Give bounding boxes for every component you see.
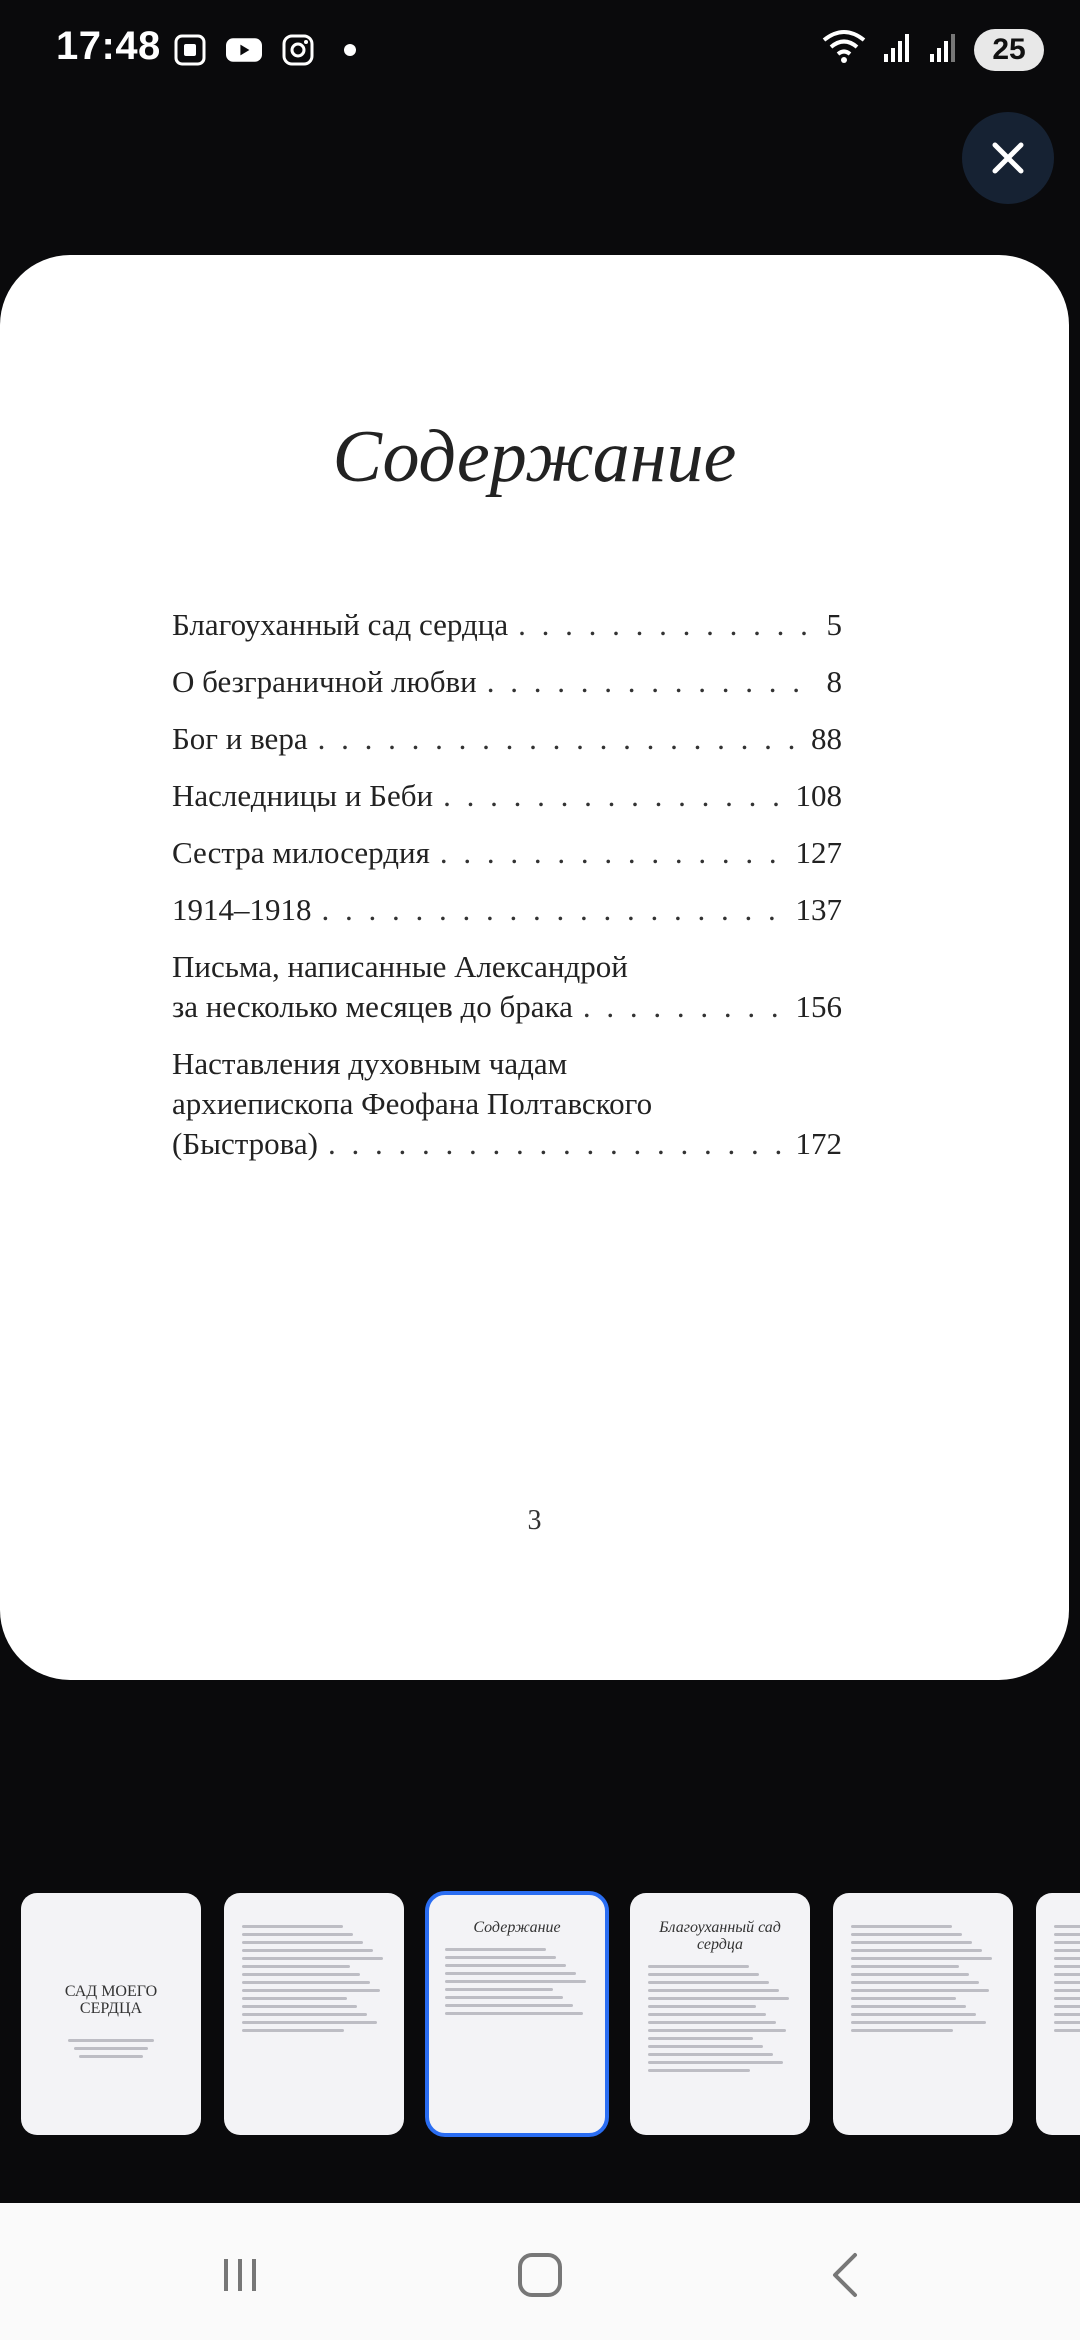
page-thumbnail[interactable]: [630, 1893, 810, 2135]
thumbnail-text-lines: [1054, 1925, 1080, 2032]
back-button[interactable]: [805, 2235, 885, 2315]
status-time: 17:48: [56, 24, 161, 68]
toc-entry: [172, 776, 842, 816]
toc-entry-title: Наследницы и Беби: [172, 778, 434, 813]
thumbnail-text-lines: [445, 1948, 589, 2015]
close-button[interactable]: [962, 112, 1054, 204]
toc-entry: [172, 662, 842, 702]
toc-entry-page: 156: [795, 989, 842, 1024]
toc-entry-title: Наставления духовным чадам: [172, 1046, 568, 1081]
thumbnail-text-lines: [648, 1965, 792, 2072]
toc-entry-title: О безграничной любви: [172, 664, 477, 699]
toc-entry: [172, 833, 842, 873]
toc-entry-title: Бог и вера: [172, 721, 308, 756]
toc-entry-title: Благоуханный сад сердца: [172, 607, 509, 642]
toc-leader-dots: [328, 1124, 786, 1164]
page-thumbnail[interactable]: [224, 1893, 404, 2135]
toc-entry-page: 172: [795, 1126, 842, 1161]
signal-icon: [882, 30, 912, 69]
status-icons-right: [822, 28, 1044, 71]
toc-entry: [172, 605, 842, 645]
back-icon: [825, 2250, 865, 2300]
thumbnail-title: САД МОЕГО СЕРДЦА: [64, 1983, 158, 2017]
notification-dot: [344, 44, 356, 56]
page-thumbnail[interactable]: [833, 1893, 1013, 2135]
thumbnail-strip[interactable]: [0, 1893, 1080, 2135]
wifi-icon: [822, 28, 866, 71]
toc-entry-page: 127: [795, 835, 842, 870]
toc-leader-dots: [443, 776, 785, 816]
navigation-bar: [0, 2203, 1080, 2340]
page-thumbnail[interactable]: [427, 1893, 607, 2135]
toc-entry-title: (Быстрова): [172, 1126, 318, 1161]
toc-entry-title: Письма, написанные Александрой: [172, 949, 628, 984]
home-button[interactable]: [500, 2235, 580, 2315]
recents-icon: [218, 2253, 262, 2297]
page-thumbnail[interactable]: [1036, 1893, 1080, 2135]
toc-leader-dots: [318, 719, 801, 759]
page-title: Содержание: [332, 416, 737, 498]
toc-entry-page: 8: [826, 664, 842, 699]
toc-entry-page: 5: [826, 607, 842, 642]
battery-indicator: 25: [974, 29, 1044, 71]
toc-list: [172, 605, 842, 1181]
toc-entry: [172, 719, 842, 759]
toc-leader-dots: [440, 833, 786, 873]
status-icons-left: [172, 32, 356, 68]
toc-entry: [172, 1044, 842, 1164]
status-bar: [0, 0, 1080, 100]
signal-icon: [928, 30, 958, 69]
toc-entry-page: 137: [795, 892, 842, 927]
thumbnail-title: Благоуханный сад сердца: [659, 1919, 781, 1953]
thumbnail-text-lines: [242, 1925, 386, 2032]
page-number: 3: [527, 1505, 542, 1536]
toc-entry: [172, 947, 842, 1027]
thumbnail-text-lines: [39, 2039, 183, 2058]
thumbnail-title: Содержание: [473, 1919, 561, 1936]
toc-entry-page: 108: [795, 778, 842, 813]
toc-entry-title: Сестра милосердия: [172, 835, 430, 870]
recents-button[interactable]: [200, 2235, 280, 2315]
page-preview[interactable]: [0, 255, 1069, 1680]
thumbnail-text-lines: [851, 1925, 995, 2032]
screenshot-icon: [172, 32, 208, 68]
toc-leader-dots: [518, 605, 816, 645]
youtube-icon: [226, 32, 262, 68]
instagram-icon: [280, 32, 316, 68]
toc-entry-page: 88: [811, 721, 842, 756]
close-icon: [991, 141, 1025, 175]
toc-leader-dots: [583, 987, 786, 1027]
toc-entry-title: 1914–1918: [172, 892, 312, 927]
toc-leader-dots: [487, 662, 817, 702]
page-thumbnail[interactable]: [21, 1893, 201, 2135]
toc-leader-dots: [322, 890, 786, 930]
toc-entry-title: за несколько месяцев до брака: [172, 989, 573, 1024]
home-icon: [515, 2250, 565, 2300]
toc-entry-title: архиепископа Феофана Полтавского: [172, 1086, 653, 1121]
toc-entry: [172, 890, 842, 930]
